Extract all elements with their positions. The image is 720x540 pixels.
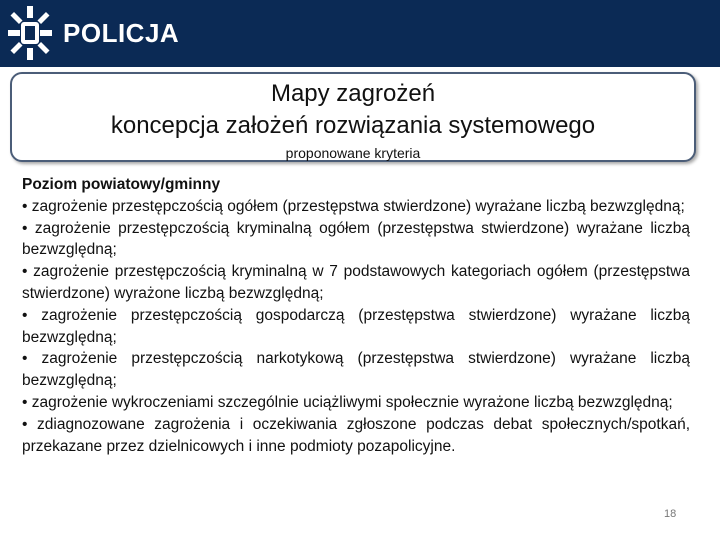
list-item: • zagrożenie przestępczością narkotykową (przestępstwa stwierdzone) wyrażane liczbą bezwzględną;: [22, 350, 690, 390]
content-heading: Poziom powiatowy/gminny: [22, 176, 221, 193]
page-number: 18: [664, 508, 677, 520]
content-body: [22, 174, 690, 457]
list-item: • zagrożenie wykroczeniami szczególnie uciążliwymi społecznie wyrażone liczbą bezwzględną;: [22, 393, 673, 411]
police-star-icon: [6, 4, 54, 62]
list-item: • zdiagnozowane zagrożenia i oczekiwania zgłoszone podczas debat społecznych/spotkań, przekazane przez dzielnicowych i inne podmioty pozapolicyjne.: [22, 415, 690, 455]
slide-title-line2: koncepcja założeń rozwiązania systemowego: [110, 112, 596, 139]
slide-subtitle: proponowane kryteria: [285, 145, 421, 161]
list-item: • zagrożenie przestępczością ogółem (przestępstwa stwierdzone) wyrażane liczbą bezwzględną;: [22, 197, 685, 215]
list-item: • zagrożenie przestępczością kryminalną w 7 podstawowych kategoriach ogółem (przestępstwa stwierdzone) wyrażone liczbą bezwzględną;: [22, 263, 690, 302]
header-bar: [0, 0, 720, 67]
slide-title: Mapy zagrożeń: [270, 80, 436, 107]
list-item: • zagrożenie przestępczością kryminalną ogółem (przestępstwa stwierdzone) wyrażane liczbą bezwzględną;: [22, 219, 690, 259]
title-box: [10, 72, 696, 162]
list-item: • zagrożenie przestępczością gospodarczą (przestępstwa stwierdzone) wyrażane liczbą bezwzględną;: [22, 306, 690, 346]
logo-text: POLICJA: [63, 18, 180, 48]
